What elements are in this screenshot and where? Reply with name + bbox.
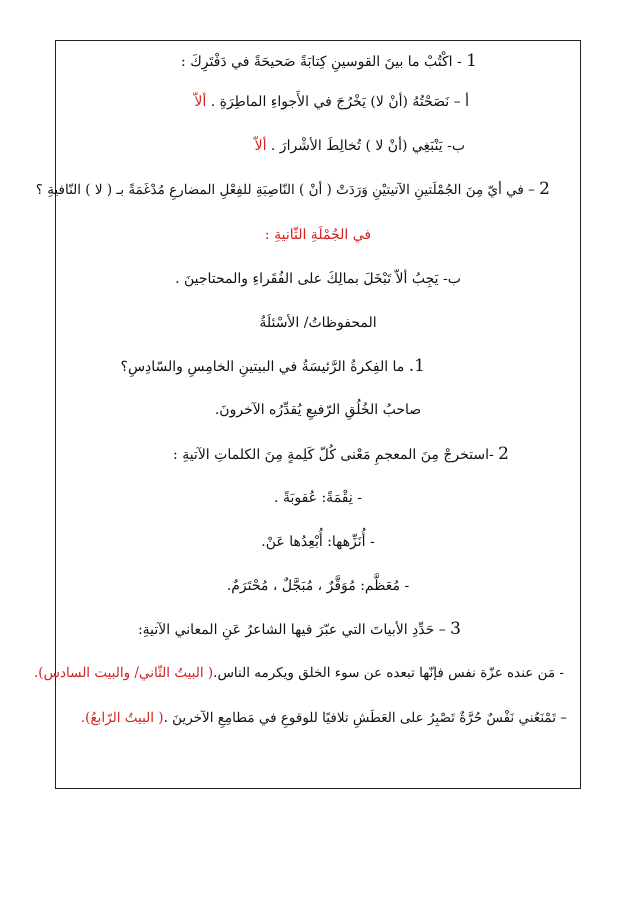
- answer-text: ألاّ: [194, 94, 207, 110]
- exercise-2-sentence: ب- يَجِبُ ألاّ تَبْخَلَ بمالِكَ على الفُقَراءِ والمحتاجينَ .: [175, 271, 461, 287]
- vocab-item-3: - مُعَظَّم: مُوَقَّرٌ ، مُبَجَّلٌ ، مُحْتَرَمٌ.: [226, 578, 410, 594]
- vocab-item-2: - أُنَزِّهها: أُبْعِدُها عَنْ.: [261, 534, 375, 550]
- item-text: ب- يَنْبَغِي (أنْ لا ) تُخالِطَ الأشْرارَ .: [266, 138, 465, 154]
- poetry-answer-1: صاحبُ الخُلُقِ الرّفيعِ يُقدِّرُه الآخرونَ.: [214, 402, 422, 418]
- question-number: 2: [498, 444, 509, 464]
- poetry-question-2: [56, 444, 580, 465]
- meaning-answer: ( البيتُ الثّاني/ والبيت السادس).: [33, 665, 214, 681]
- item-text: أ – نَصَحْتُهُ (أنْ لا) يَخْرُجَ في الأَجواءِ الماطِرَةِ .: [206, 94, 469, 110]
- meaning-item-1: [33, 663, 580, 683]
- exercise-2-question: [35, 179, 580, 200]
- question-text: ما الفِكرةُ الرَّئيسَةُ في البيتينِ الخامِسِ والسّادِسِ؟: [120, 359, 409, 375]
- poetry-question-3: [56, 619, 580, 640]
- question-number: 1.: [408, 356, 425, 376]
- meaning-text: – تَمْنَعُني نَفْسٌ حُرَّةٌ تَصْبِرُ على العَطَشِ تلافيًا للوقوعِ في مَطامِعِ الآخرينَ .: [163, 710, 567, 726]
- exercise-1-item-b: [56, 136, 580, 156]
- question-text: – في أيّ مِنَ الجُمْلَتينِ الآتيتيْنِ وَرَدَتْ ( أنْ ) النّاصِبَةِ للفِعْلِ المضارعِ مُدْغَمَةً بـ ( لا ) النّافيةِ ؟: [35, 182, 540, 198]
- poetry-question-1: [56, 356, 580, 377]
- exercise-2-answer: في الجُمْلَةِ الثّانيةِ :: [264, 227, 372, 243]
- exercise-number: 2: [539, 179, 550, 199]
- exercise-1-instruction: [56, 51, 580, 72]
- page-frame: [33, 40, 581, 789]
- exercise-1-item-a: [56, 92, 580, 112]
- answer-text: ألاّ: [254, 138, 267, 154]
- section-heading: المحفوظاتُ/ الأسْئلَةُ: [259, 315, 377, 331]
- question-number: 3: [450, 619, 461, 639]
- meaning-item-2: [56, 708, 580, 728]
- meaning-text: - مَن عنده عزّة نفس فإنّها تبعده عن سوء الخلق ويكرمه الناس.: [213, 665, 564, 681]
- meaning-answer: ( البيتُ الرّابعُ).: [80, 710, 164, 726]
- instruction-text: - اكْتُبْ ما بينَ القوسينِ كِتابَةً صَحيحَةً في دَفْتَرِكَ :: [181, 54, 467, 70]
- question-text: – حَدِّدِ الأبياتَ التي عبّرَ فيها الشاعرُ عَنِ المعاني الآتيةِ:: [137, 622, 451, 638]
- vocab-item-1: - نِقْمَةً: عُقوبَةً .: [274, 490, 362, 506]
- exercise-number: 1: [466, 51, 477, 71]
- question-text: -استخرجْ مِنَ المعجمِ مَعْنى كُلّ كَلِمةٍ مِنَ الكلماتِ الآتيةِ :: [173, 447, 499, 463]
